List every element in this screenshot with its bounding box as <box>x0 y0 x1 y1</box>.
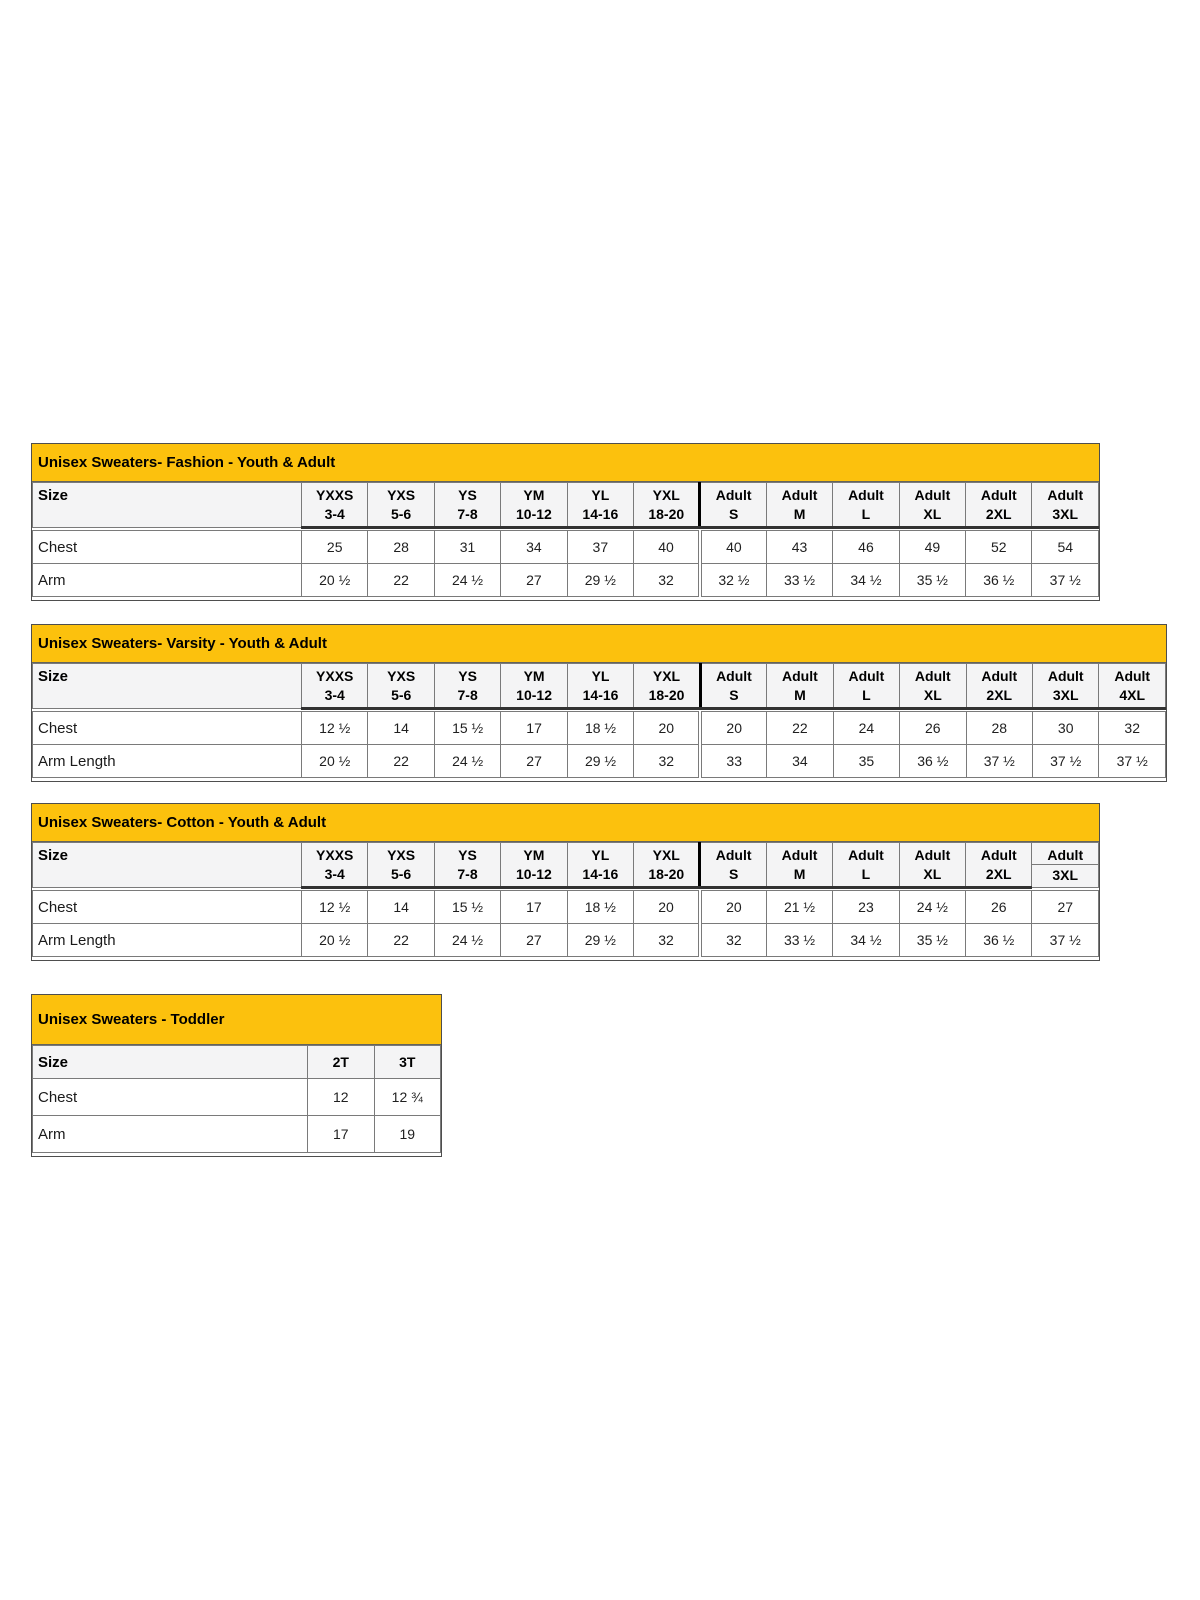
size-header: Size <box>33 664 302 709</box>
column-header-line1: YXL <box>652 847 680 863</box>
column-header-line2: S <box>728 506 739 522</box>
column-header-line2: 14-16 <box>582 687 619 703</box>
column-header <box>567 483 633 528</box>
value-cell: 37 ½ <box>1032 564 1099 597</box>
value-cell: 22 <box>368 745 434 778</box>
value-cell: 37 ½ <box>1032 924 1099 957</box>
column-header <box>766 483 832 528</box>
value-cell: 37 ½ <box>966 745 1032 778</box>
value-cell: 24 ½ <box>899 891 965 924</box>
value-cell: 37 ½ <box>1032 745 1098 778</box>
value-cell: 12 <box>308 1079 375 1116</box>
column-header-line1: Adult <box>914 668 951 684</box>
column-header-line1: Adult <box>1114 668 1151 684</box>
column-header <box>501 664 567 709</box>
column-header-line1: Adult <box>848 668 885 684</box>
value-cell: 32 <box>634 564 700 597</box>
size-grid <box>32 663 1166 778</box>
column-header-line2: 2XL <box>985 506 1012 522</box>
column-header <box>634 483 700 528</box>
column-header-line1: Adult <box>848 847 884 863</box>
value-cell: 17 <box>308 1116 375 1153</box>
column-header-line1: YS <box>458 668 477 684</box>
column-header-line2: M <box>793 506 806 522</box>
column-header-line1: Adult <box>716 668 752 684</box>
size-grid <box>32 842 1099 957</box>
column-header <box>567 664 633 709</box>
column-header-line1: Adult <box>848 487 884 503</box>
column-header-line1: Adult <box>715 847 752 863</box>
column-header <box>368 843 434 888</box>
column-header <box>302 664 368 709</box>
column-header <box>833 483 899 528</box>
value-cell: 15 ½ <box>434 891 500 924</box>
column-header-line2: 10-12 <box>516 687 552 703</box>
column-header-line1: YS <box>458 847 477 863</box>
row-label: Chest <box>33 712 302 745</box>
column-header <box>567 843 633 888</box>
value-cell: 34 <box>501 531 567 564</box>
value-cell: 36 ½ <box>900 745 966 778</box>
value-cell: 28 <box>368 531 434 564</box>
column-header <box>966 843 1032 888</box>
column-header-line2: 5-6 <box>391 687 412 703</box>
value-cell: 22 <box>767 712 833 745</box>
header-row <box>33 843 1099 888</box>
value-cell: 29 ½ <box>567 924 633 957</box>
table-title: Unisex Sweaters- Varsity - Youth & Adult <box>32 625 1166 663</box>
value-cell: 27 <box>1032 891 1099 924</box>
column-header <box>501 483 567 528</box>
column-header-line1: Adult <box>1032 843 1098 865</box>
column-header-line1: YXS <box>387 847 416 863</box>
column-header-line1: Adult <box>980 487 1017 503</box>
value-cell: 14 <box>368 712 434 745</box>
column-header <box>700 664 766 709</box>
size-header: Size <box>33 1046 308 1079</box>
value-cell: 32 <box>700 924 766 957</box>
value-cell: 24 ½ <box>434 924 500 957</box>
column-header <box>368 483 434 528</box>
column-header <box>966 483 1032 528</box>
column-header-line2: 4XL <box>1119 687 1146 703</box>
value-cell: 20 <box>700 891 766 924</box>
value-cell: 28 <box>966 712 1032 745</box>
table-row <box>33 1079 441 1116</box>
column-header-line1: YS <box>458 487 477 503</box>
column-header-line2: 18-20 <box>648 866 685 882</box>
column-header-line2: 14-16 <box>582 866 619 882</box>
column-header-line2: 7-8 <box>457 866 478 882</box>
value-cell: 37 <box>567 531 633 564</box>
column-header-line2: 7-8 <box>457 687 478 703</box>
row-label: Arm <box>33 564 302 597</box>
value-cell: 25 <box>302 531 368 564</box>
column-header-line1: YXXS <box>316 668 354 684</box>
column-header <box>899 483 965 528</box>
column-header <box>700 483 766 528</box>
column-header-line2: M <box>794 687 806 703</box>
row-label: Chest <box>33 1079 308 1116</box>
value-cell: 12 ½ <box>302 891 368 924</box>
column-header <box>1032 664 1098 709</box>
column-header-line2: XL <box>923 866 942 882</box>
value-cell: 23 <box>833 891 899 924</box>
row-label: Chest <box>33 891 302 924</box>
value-cell: 33 ½ <box>766 924 832 957</box>
value-cell: 24 ½ <box>434 745 500 778</box>
column-header-line1: YXXS <box>316 847 354 863</box>
value-cell: 34 <box>767 745 833 778</box>
column-header <box>766 843 832 888</box>
value-cell: 21 ½ <box>766 891 832 924</box>
column-header-line2: 7-8 <box>457 506 478 522</box>
value-cell: 22 <box>368 564 434 597</box>
column-header <box>966 664 1032 709</box>
size-grid <box>32 1045 441 1153</box>
value-cell: 27 <box>501 924 567 957</box>
value-cell: 33 ½ <box>766 564 832 597</box>
column-header-line1: YXL <box>652 668 681 684</box>
header-row <box>33 1046 441 1079</box>
value-cell: 36 ½ <box>966 564 1032 597</box>
column-header-line1: Adult <box>781 487 818 503</box>
header-row <box>33 664 1166 709</box>
value-cell: 35 ½ <box>899 924 965 957</box>
column-header-line2: 3XL <box>1052 506 1079 522</box>
column-header <box>1099 664 1166 709</box>
column-header-line2: S <box>728 866 739 882</box>
table-row <box>33 531 1099 564</box>
column-header <box>434 664 500 709</box>
value-cell: 36 ½ <box>966 924 1032 957</box>
column-header-line1: Adult <box>782 668 818 684</box>
table-row <box>33 745 1166 778</box>
value-cell: 32 <box>634 924 700 957</box>
column-header <box>1032 483 1099 528</box>
column-header-line1: YXS <box>387 487 416 503</box>
column-header-line2: XL <box>923 687 942 703</box>
size-header: Size <box>33 843 302 888</box>
column-header-line2: L <box>862 687 871 703</box>
column-header-line2: 18-20 <box>648 687 685 703</box>
column-header-line1: Adult <box>914 487 951 503</box>
value-cell: 32 <box>634 745 700 778</box>
header-row <box>33 483 1099 528</box>
table-row <box>33 1116 441 1153</box>
size-grid <box>32 482 1099 597</box>
column-header-line1: YM <box>523 847 545 863</box>
value-cell: 20 ½ <box>302 745 368 778</box>
column-header-line1: YXXS <box>316 487 354 503</box>
column-header-line1: 2T <box>332 1054 349 1070</box>
size-header: Size <box>33 483 302 528</box>
column-header-line1: YL <box>591 847 610 863</box>
column-header-line1: 3T <box>399 1054 416 1070</box>
column-header-line2: 5-6 <box>390 866 412 882</box>
column-header-line2: 14-16 <box>582 506 619 522</box>
column-header <box>634 664 700 709</box>
value-cell: 27 <box>501 745 567 778</box>
column-header-line1: Adult <box>781 847 818 863</box>
value-cell: 37 ½ <box>1099 745 1166 778</box>
value-cell: 22 <box>368 924 434 957</box>
table-row <box>33 891 1099 924</box>
column-header-line1: YM <box>523 487 545 503</box>
table-title: Unisex Sweaters- Cotton - Youth & Adult <box>32 804 1099 842</box>
value-cell: 20 <box>700 712 766 745</box>
column-header <box>374 1046 441 1079</box>
column-header-line2: 3-4 <box>324 866 345 882</box>
value-cell: 24 ½ <box>434 564 500 597</box>
column-header <box>900 664 966 709</box>
value-cell: 52 <box>966 531 1032 564</box>
column-header <box>634 843 700 888</box>
value-cell: 17 <box>501 891 567 924</box>
value-cell: 12 ½ <box>302 712 368 745</box>
value-cell: 26 <box>966 891 1032 924</box>
row-label: Chest <box>33 531 302 564</box>
column-header-line1: Adult <box>715 487 752 503</box>
column-header <box>302 483 368 528</box>
value-cell: 32 ½ <box>700 564 766 597</box>
value-cell: 27 <box>501 564 567 597</box>
column-header <box>368 664 434 709</box>
column-header-line1: Adult <box>1047 487 1084 503</box>
value-cell: 31 <box>434 531 500 564</box>
column-header-line2: L <box>861 866 871 882</box>
column-header-line2: 5-6 <box>390 506 412 522</box>
column-header-line2: 2XL <box>985 866 1012 882</box>
column-header <box>501 843 567 888</box>
value-cell: 54 <box>1032 531 1099 564</box>
value-cell: 32 <box>1099 712 1166 745</box>
value-cell: 24 <box>833 712 899 745</box>
column-header-line2: 3-4 <box>324 506 345 522</box>
size-chart-table-1 <box>31 443 1100 601</box>
column-header <box>434 843 500 888</box>
value-cell: 20 ½ <box>302 564 368 597</box>
value-cell: 18 ½ <box>567 891 633 924</box>
column-header-line1: Adult <box>1047 668 1084 684</box>
column-header <box>833 664 899 709</box>
value-cell: 49 <box>899 531 965 564</box>
table-row <box>33 924 1099 957</box>
row-label: Arm Length <box>33 745 302 778</box>
column-header-line1: YL <box>591 487 610 503</box>
column-header-line1: Adult <box>914 847 951 863</box>
column-header-line2: M <box>793 866 806 882</box>
value-cell: 29 ½ <box>567 564 633 597</box>
value-cell: 26 <box>900 712 966 745</box>
column-header-line1: YL <box>591 668 610 684</box>
value-cell: 20 <box>634 712 700 745</box>
table-row <box>33 564 1099 597</box>
table-title: Unisex Sweaters- Fashion - Youth & Adult <box>32 444 1099 482</box>
column-header <box>700 843 766 888</box>
column-header-line2: L <box>861 506 871 522</box>
value-cell: 17 <box>501 712 567 745</box>
column-header-line2: 3XL <box>1052 687 1079 703</box>
value-cell: 33 <box>700 745 766 778</box>
column-header-line1: YM <box>523 668 545 684</box>
column-header-line2: 18-20 <box>648 506 685 522</box>
column-header-line2: S <box>729 687 739 703</box>
value-cell: 40 <box>700 531 766 564</box>
row-label: Arm Length <box>33 924 302 957</box>
column-header-line1: Adult <box>981 668 1018 684</box>
value-cell: 34 ½ <box>833 924 899 957</box>
row-label: Arm <box>33 1116 308 1153</box>
column-header-line1: YXL <box>652 487 680 503</box>
value-cell: 15 ½ <box>434 712 500 745</box>
value-cell: 19 <box>374 1116 441 1153</box>
column-header <box>308 1046 375 1079</box>
value-cell: 35 ½ <box>899 564 965 597</box>
column-header-line1: Adult <box>980 847 1017 863</box>
column-header-line2: 10-12 <box>516 866 552 882</box>
column-header-line2: 2XL <box>986 687 1013 703</box>
column-header <box>833 843 899 888</box>
column-header-line2: 3XL <box>1052 867 1079 883</box>
value-cell: 12 ¾ <box>374 1079 441 1116</box>
value-cell: 29 ½ <box>567 745 633 778</box>
size-chart-table-2 <box>31 624 1167 782</box>
value-cell: 35 <box>833 745 899 778</box>
value-cell: 40 <box>634 531 700 564</box>
value-cell: 20 ½ <box>302 924 368 957</box>
value-cell: 46 <box>833 531 899 564</box>
value-cell: 30 <box>1032 712 1098 745</box>
column-header <box>302 843 368 888</box>
size-chart-table-4 <box>31 994 442 1157</box>
column-header <box>434 483 500 528</box>
column-header-line2: XL <box>923 506 942 522</box>
column-header-line2: 3-4 <box>324 687 345 703</box>
value-cell: 43 <box>766 531 832 564</box>
value-cell: 14 <box>368 891 434 924</box>
value-cell: 34 ½ <box>833 564 899 597</box>
column-header-line2: 10-12 <box>516 506 552 522</box>
column-header <box>1032 843 1099 888</box>
column-header <box>767 664 833 709</box>
size-chart-table-3 <box>31 803 1100 961</box>
value-cell: 18 ½ <box>567 712 633 745</box>
column-header <box>899 843 965 888</box>
table-row <box>33 712 1166 745</box>
column-header-line1: YXS <box>387 668 416 684</box>
value-cell: 20 <box>634 891 700 924</box>
table-title: Unisex Sweaters - Toddler <box>32 995 441 1045</box>
